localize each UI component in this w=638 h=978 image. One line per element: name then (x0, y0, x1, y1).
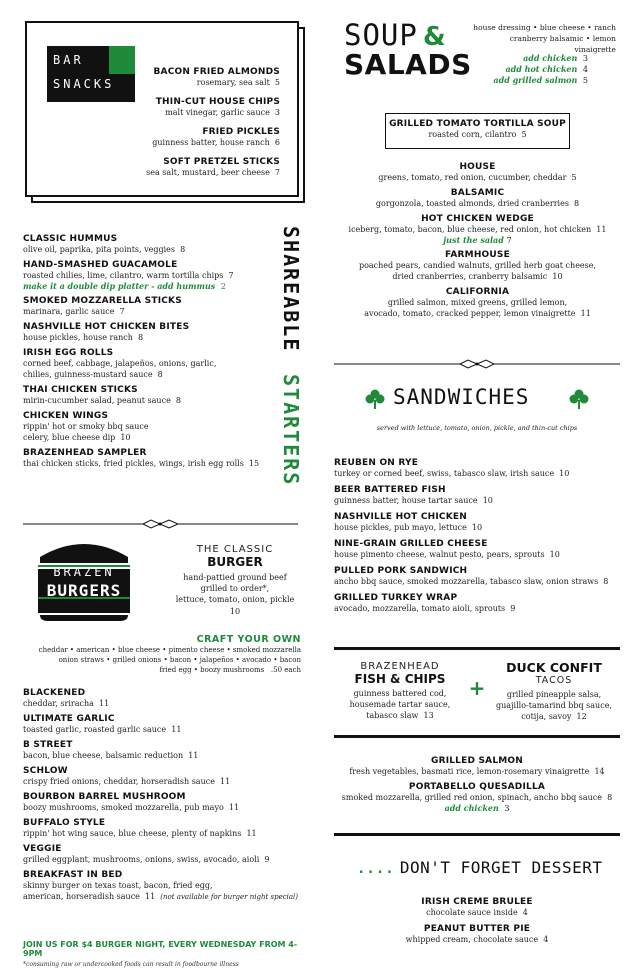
item-addon-price: 3 (504, 804, 510, 813)
item-name: BACON FRIED ALMONDS (153, 67, 280, 77)
item-desc: turkey or corned beef, swiss, tabasco slaw, irish sauce (334, 469, 555, 478)
burger-night-promo: JOIN US FOR $4 BURGER NIGHT, EVERY WEDNESDAY FROM 4-9PM (23, 940, 298, 958)
item-price: 5 (274, 78, 280, 87)
list-item (23, 766, 303, 787)
item-price: 8 (157, 370, 163, 379)
shareable-title-word2: STARTERS (279, 374, 303, 487)
item-price: 6 (274, 138, 280, 147)
item-name: VEGGIE (23, 844, 62, 854)
classic-price: 10 (229, 607, 241, 616)
item-price: 8 (607, 793, 613, 802)
craft-line-2: onion straws • grilled onions • bacon • jalapeños • avocado • bacon (58, 656, 301, 664)
classic-desc-2: grilled to order*, (200, 584, 270, 593)
item-desc-2: celery, blue cheese dip (23, 433, 116, 442)
item-price: 10 (482, 496, 493, 505)
shareable-list (23, 234, 273, 474)
item-price: 7 (228, 271, 234, 280)
craft-line-3: fried egg • boozy mushrooms (159, 666, 265, 674)
item-desc: cheddar, sriracha (23, 699, 94, 708)
list-item (23, 348, 273, 380)
list-item (23, 792, 303, 813)
item-price: 8 (180, 245, 186, 254)
salad-list (335, 162, 620, 324)
item-desc: mirin-cucumber salad, peanut sauce (23, 396, 171, 405)
burger-list (23, 688, 303, 908)
item-desc: house pickles, pub mayo, lettuce (334, 523, 467, 532)
item-price: 15 (248, 459, 260, 468)
item-price: 11 (246, 829, 257, 838)
shamrock-icon (365, 389, 385, 409)
item-price: 4 (543, 935, 549, 944)
item-price: 10 (559, 469, 570, 478)
item-name: HOT CHICKEN WEDGE (421, 214, 534, 224)
item-addon-price: 2 (220, 282, 226, 291)
list-item (23, 818, 303, 839)
item-name: CALIFORNIA (445, 287, 510, 297)
shamrock-icon (569, 389, 589, 409)
list-item (23, 411, 273, 443)
item-price: 11 (220, 777, 231, 786)
list-item (23, 714, 303, 735)
list-item (23, 260, 273, 291)
item-note: (not available for burger night special) (160, 893, 299, 901)
list-item (334, 756, 620, 777)
addon-price: 4 (582, 65, 588, 74)
item-name: BALSAMIC (450, 188, 505, 198)
list-item (335, 250, 620, 282)
item-price: 10 (549, 550, 560, 559)
fish-desc-3: tabasco slaw (366, 711, 419, 720)
bar-snacks-list (140, 67, 280, 183)
item-name: SMOKED MOZZARELLA STICKS (23, 296, 182, 306)
item-price: 11 (171, 725, 182, 734)
list-item (23, 296, 273, 317)
item-desc: avocado, mozzarella, tomato aioli, sprouts (334, 604, 506, 613)
mains-list (334, 756, 620, 818)
ampersand: & (422, 22, 446, 52)
item-name: BLACKENED (23, 688, 86, 698)
salad-addons (470, 53, 588, 85)
bar-logo-line2: SNACKS (53, 77, 115, 91)
item-desc: chocolate sauce inside (426, 908, 518, 917)
item-desc: grilled eggplant, mushrooms, onions, swiss, avocado, aioli (23, 855, 260, 864)
list-item (140, 157, 280, 178)
list-item (23, 322, 273, 343)
list-item (334, 458, 624, 479)
item-name: ULTIMATE GARLIC (23, 714, 115, 724)
craft-price: .50 each (270, 666, 301, 674)
item-name: BEER BATTERED FISH (334, 485, 446, 495)
sandwiches-title (345, 383, 607, 413)
item-desc-2: american, horseradish sauce (23, 892, 140, 901)
burger-logo-line1: BRAZEN (53, 565, 115, 579)
list-item (335, 287, 620, 319)
item-price: 11 (99, 699, 110, 708)
classic-name: BURGER (207, 555, 263, 569)
item-name: SCHLOW (23, 766, 68, 776)
item-desc: rosemary, sea salt (196, 78, 270, 87)
item-price: 11 (596, 225, 607, 234)
item-desc: toasted garlic, roasted garlic sauce (23, 725, 167, 734)
item-name: PEANUT BUTTER PIE (423, 924, 531, 934)
item-desc-2: dried cranberries, cranberry balsamic (392, 272, 548, 281)
item-price: 10 (552, 272, 563, 281)
dessert-title-text: DON'T FORGET DESSERT (399, 858, 603, 877)
list-item (23, 740, 303, 761)
item-name: BUFFALO STYLE (23, 818, 106, 828)
addon-price: 3 (582, 54, 588, 63)
dressings-line-1: house dressing • blue cheese • ranch (473, 23, 616, 32)
dessert-list (334, 897, 620, 950)
burger-logo-line2: BURGERS (46, 581, 122, 600)
item-desc: gorgonzola, toasted almonds, dried cranberries (375, 199, 569, 208)
item-desc: guinness batter, house tartar sauce (334, 496, 478, 505)
item-desc: ancho bbq sauce, smoked mozzarella, tabasco slaw, onion straws (334, 577, 599, 586)
addon-price: 5 (582, 76, 588, 85)
item-desc: iceberg, tomato, bacon, blue cheese, red onion, hot chicken (348, 225, 592, 234)
item-name: CHICKEN WINGS (23, 411, 109, 421)
item-name: HOUSE (459, 162, 496, 172)
item-name: IRISH EGG ROLLS (23, 348, 114, 358)
item-desc: grilled salmon, mixed greens, grilled lemon, (387, 298, 568, 307)
list-item (23, 385, 273, 406)
soup-salads-title (344, 18, 472, 81)
item-desc: whipped cream, chocolate sauce (405, 935, 539, 944)
dressings (470, 22, 616, 55)
item-name: BRAZENHEAD SAMPLER (23, 448, 147, 458)
list-item (335, 188, 620, 209)
salads-title-word: SALADS (344, 48, 472, 81)
item-name: GRILLED SALMON (430, 756, 523, 766)
item-price: 11 (580, 309, 591, 318)
fish-desc-2: housemade tartar sauce, (349, 700, 451, 709)
duck-sub: TACOS (535, 675, 573, 686)
item-desc-2: chilies, guinness-mustard sauce (23, 370, 153, 379)
fish-and-chips (334, 661, 466, 721)
item-desc: roasted corn, cilantro (428, 130, 517, 139)
list-item (335, 162, 620, 183)
item-price: 10 (120, 433, 131, 442)
duck-name: DUCK CONFIT (506, 660, 602, 675)
item-price: 11 (188, 751, 199, 760)
sandwiches-subtitle: served with lettuce, tomato, onion, pickle, and thin-cut chips (376, 424, 578, 432)
craft-your-own (30, 634, 301, 675)
section-rule (334, 735, 620, 738)
item-price: 11 (228, 803, 240, 812)
item-price: 3 (274, 108, 280, 117)
item-desc: skinny burger on texas toast, bacon, fried egg, (23, 881, 213, 890)
classic-desc-3: lettuce, tomato, onion, pickle (175, 595, 295, 604)
plus-icon: + (468, 676, 486, 700)
item-name: B STREET (23, 740, 73, 750)
item-name: GRILLED TOMATO TORTILLA SOUP (389, 119, 566, 129)
section-rule (334, 647, 620, 650)
dressings-line-2: cranberry balsamic • lemon vinaigrette (509, 34, 616, 54)
item-desc: marinara, garlic sauce (23, 307, 115, 316)
item-price: 4 (522, 908, 528, 917)
item-price: 9 (510, 604, 516, 613)
item-name: FRIED PICKLES (202, 127, 280, 137)
item-addon: add chicken (444, 803, 499, 813)
item-price: 11 (145, 892, 156, 901)
item-name: NASHVILLE HOT CHICKEN (334, 512, 467, 522)
craft-title: CRAFT YOUR OWN (196, 634, 301, 645)
item-addon: make it a double dip platter - add hummus (23, 281, 216, 291)
item-price: 10 (471, 523, 483, 532)
list-item (334, 485, 624, 506)
logo-green-block (109, 46, 135, 74)
item-desc: guinness batter, house ranch (152, 138, 270, 147)
list-item (140, 127, 280, 148)
list-item (23, 234, 273, 255)
sandwiches-title-text: SANDWICHES (393, 385, 530, 409)
item-price: 8 (603, 577, 609, 586)
raw-food-disclaimer: *consuming raw or undercooked foods can result in foodbourne illness (23, 961, 239, 968)
list-item (23, 844, 303, 865)
item-addon-price: 7 (506, 236, 512, 245)
item-desc: corned beef, cabbage, jalapeños, onions, garlic, (23, 359, 217, 368)
classic-desc-1: hand-pattied ground beef (183, 573, 287, 582)
item-price: 5 (571, 173, 577, 182)
list-item (335, 214, 620, 245)
shareable-title-word1: SHAREABLE (279, 226, 303, 353)
addon-label: add grilled salmon (493, 75, 578, 85)
item-name: BOURBON BARREL MUSHROOM (23, 792, 186, 802)
shareable-starters-title (270, 222, 310, 512)
item-name: IRISH CREME BRULEE (421, 897, 533, 907)
item-desc: house pickles, house ranch (23, 333, 133, 342)
item-price: 8 (175, 396, 181, 405)
sandwich-list (334, 458, 624, 619)
addon-label: add hot chicken (505, 64, 578, 74)
list-item (334, 566, 624, 587)
item-name: SOFT PRETZEL STICKS (163, 157, 280, 167)
item-price: 5 (521, 130, 527, 139)
fish-desc-1: guinness battered cod, (353, 689, 447, 698)
list-item (334, 782, 620, 813)
item-name: REUBEN ON RYE (334, 458, 419, 468)
item-desc: thai chicken sticks, fried pickles, wings, irish egg rolls (23, 459, 244, 468)
item-desc: boozy mushrooms, smoked mozzarella, pub mayo (23, 803, 224, 812)
item-name: THIN-CUT HOUSE CHIPS (155, 97, 280, 107)
item-name: PULLED PORK SANDWICH (334, 566, 468, 576)
item-name: HAND-SMASHED GUACAMOLE (23, 260, 178, 270)
item-desc: rippin' hot wing sauce, blue cheese, plenty of napkins (23, 829, 242, 838)
section-rule (334, 833, 620, 836)
ornament-divider-icon (334, 354, 620, 364)
item-desc: malt vinegar, garlic sauce (165, 108, 270, 117)
dessert-dots: .... (357, 861, 395, 877)
craft-line-1: cheddar • american • blue cheese • pimento cheese • smoked mozzarella (38, 646, 301, 654)
duck-desc-1: grilled pineapple salsa, (506, 690, 602, 699)
ornament-divider-icon (23, 514, 298, 524)
item-desc: roasted chilies, lime, cilantro, warm tortilla chips (23, 271, 224, 280)
classic-burger (175, 544, 295, 617)
brazen-burgers-logo (36, 537, 132, 621)
item-desc: smoked mozzarella, grilled red onion, spinach, ancho bbq sauce (341, 793, 602, 802)
list-item (23, 448, 273, 469)
list-item (140, 67, 280, 88)
item-name: NINE-GRAIN GRILLED CHEESE (334, 539, 488, 549)
item-desc: fresh vegetables, basmati rice, lemon-rosemary vinaigrette (349, 767, 590, 776)
item-price: 8 (574, 199, 580, 208)
duck-desc-2: guajillo-tamarind bbq sauce, (496, 701, 612, 710)
item-name: NASHVILLE HOT CHICKEN BITES (23, 322, 190, 332)
item-desc: poached pears, candied walnuts, grilled herb goat cheese, (358, 261, 597, 270)
list-item (334, 593, 624, 614)
item-desc: crispy fried onions, cheddar, horseradish sauce (23, 777, 215, 786)
item-desc-2: avocado, tomato, cracked pepper, lemon vinaigrette (364, 309, 576, 318)
item-desc: olive oil, paprika, pita points, veggies (23, 245, 176, 254)
list-item (140, 97, 280, 118)
dessert-title (357, 858, 602, 877)
list-item (23, 688, 303, 709)
item-price: 8 (137, 333, 144, 342)
item-addon: just the salad (443, 235, 504, 245)
item-price: 7 (119, 307, 125, 316)
bar-logo-line1: BAR (53, 53, 84, 67)
item-name: BREAKFAST IN BED (23, 870, 123, 880)
item-desc: greens, tomato, red onion, cucumber, cheddar (378, 173, 567, 182)
list-item (23, 870, 303, 903)
item-desc: rippin' hot or smoky bbq sauce (23, 422, 149, 431)
fish-name: FISH & CHIPS (354, 672, 446, 686)
item-name: GRILLED TURKEY WRAP (334, 593, 458, 603)
list-item (334, 539, 624, 560)
item-name: THAI CHICKEN STICKS (23, 385, 138, 395)
addon-label: add chicken (523, 53, 578, 63)
list-item (334, 897, 620, 918)
item-desc: bacon, blue cheese, balsamic reduction (23, 751, 184, 760)
item-price: 9 (264, 855, 270, 864)
item-price: 7 (274, 168, 280, 177)
duck-desc-3: cotija, savoy (521, 712, 572, 721)
fish-price: 13 (423, 711, 434, 720)
fish-pre: BRAZENHEAD (360, 661, 440, 672)
classic-pre: THE CLASSIC (196, 544, 274, 555)
item-desc: sea salt, mustard, beer cheese (146, 168, 270, 177)
list-item (334, 924, 620, 945)
duck-price: 12 (576, 712, 587, 721)
item-name: CLASSIC HUMMUS (23, 234, 118, 244)
item-price: 14 (594, 767, 605, 776)
item-desc: house pimento cheese, walnut pesto, pears, sprouts (334, 550, 545, 559)
item-name: FARMHOUSE (445, 250, 510, 260)
duck-confit-tacos (488, 660, 620, 722)
tortilla-soup-box (385, 113, 570, 149)
list-item (334, 512, 624, 533)
bar-snacks-logo (47, 46, 135, 102)
soup-title-word: SOUP (344, 18, 418, 52)
item-name: PORTABELLO QUESADILLA (408, 782, 546, 792)
